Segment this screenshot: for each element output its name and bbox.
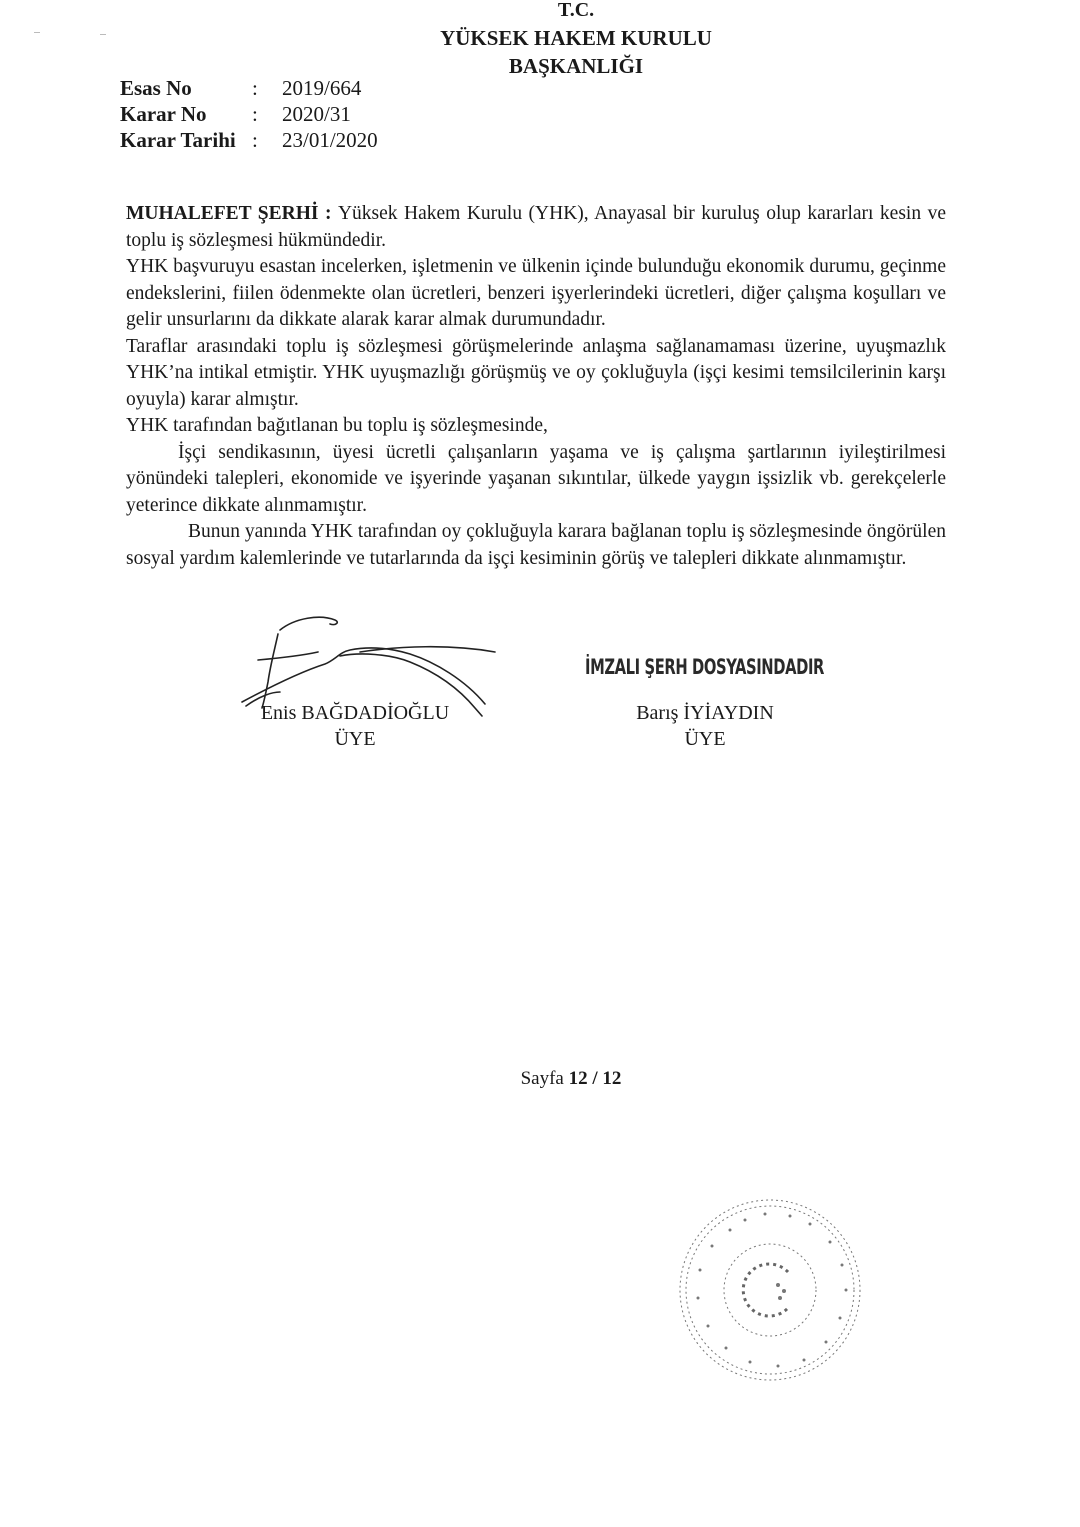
header-tc: T.C. [557,0,595,16]
header-org-line1: YÜKSEK HAKEM KURULU [440,26,712,50]
meta-colon: : [252,76,258,100]
paragraph-6: Bunun yanında YHK tarafından oy çokluğuyla karara bağlanan toplu iş sözleşmesinde öngörülen sosyal yardım kalemlerinde ve tutarlarında da işçi kesiminin görüş ve talepleri dikkate alınmamıştır. [126,521,946,569]
meta-row-karar [120,101,422,127]
footer-current-page: 12 [568,1068,588,1089]
header-org-line2: BAŞKANLIĞI [508,54,644,78]
header-organization [0,24,1080,80]
dissent-body [126,201,946,572]
page-footer [0,1068,1080,1090]
meta-label: Karar Tarihi [120,128,236,152]
signer-title-left: ÜYE [334,728,376,750]
signature-block-left [220,700,490,752]
signature-block-right [580,700,830,752]
meta-value: 2019/664 [282,76,362,100]
meta-value: 2020/31 [282,102,351,126]
dissent-label: MUHALEFET ŞERHİ [126,203,319,224]
paragraph-1 [126,201,946,254]
official-seal-icon [670,1190,870,1390]
meta-colon: : [252,102,258,126]
footer-prefix: Sayfa [520,1068,564,1089]
paragraph-4: YHK tarafından bağıtlanan bu toplu iş sözleşmesinde, [126,415,548,436]
signer-name-right: Barış İYİAYDIN [636,702,774,724]
meta-label: Karar No [120,102,207,126]
footer-separator: / [592,1068,598,1089]
meta-value: 23/01/2020 [282,128,378,152]
dissent-colon: : [318,203,338,224]
case-meta [120,75,422,153]
signature-on-file-stamp: İMZALI ŞERH DOSYASINDADIR [585,655,824,679]
paragraph-1-text: Yüksek Hakem Kurulu (YHK), Anayasal bir kuruluş olup kararları kesin ve toplu iş sözleşmesi hükmündedir. [126,203,946,251]
meta-label: Esas No [120,76,192,100]
paragraph-3: Taraflar arasındaki toplu iş sözleşmesi görüşmelerinde anlaşma sağlanamaması üzerine, uyuşmazlık YHK’na intikal etmiştir. YHK uyuşmazlığı görüşmüş ve oy çokluğuyla (işçi kesimi temsilcilerinin karşı oyuyla) karar almıştır. [126,335,946,410]
paragraph-5: İşçi sendikasının, üyesi ücretli çalışanların yaşama ve iş çalışma şartlarının iyileştirilmesi yönündeki talepleri, ekonomide ve işyerinde yaşanan sıkıntılar, ülkede yaygın işsizlik vb. gerekçelerle yeterince dikkate alınmamıştır. [126,441,946,516]
meta-row-esas [120,75,422,101]
signer-name-left: Enis BAĞDADİOĞLU [260,702,450,724]
meta-colon: : [252,128,258,152]
footer-total-pages: 12 [602,1068,622,1089]
signer-title-right: ÜYE [684,728,726,750]
paragraph-2: YHK başvuruyu esastan incelerken, işletmenin ve ülkenin içinde bulunduğu ekonomik durumu, geçinme endekslerini, fiilen ödenmekte olan ücretleri, benzeri işyerlerindeki ücretleri, diğer çalışma koşulları ve gelir unsurlarını da dikkate alarak karar almak durumundadır. [126,256,946,330]
meta-row-tarih [120,127,422,153]
